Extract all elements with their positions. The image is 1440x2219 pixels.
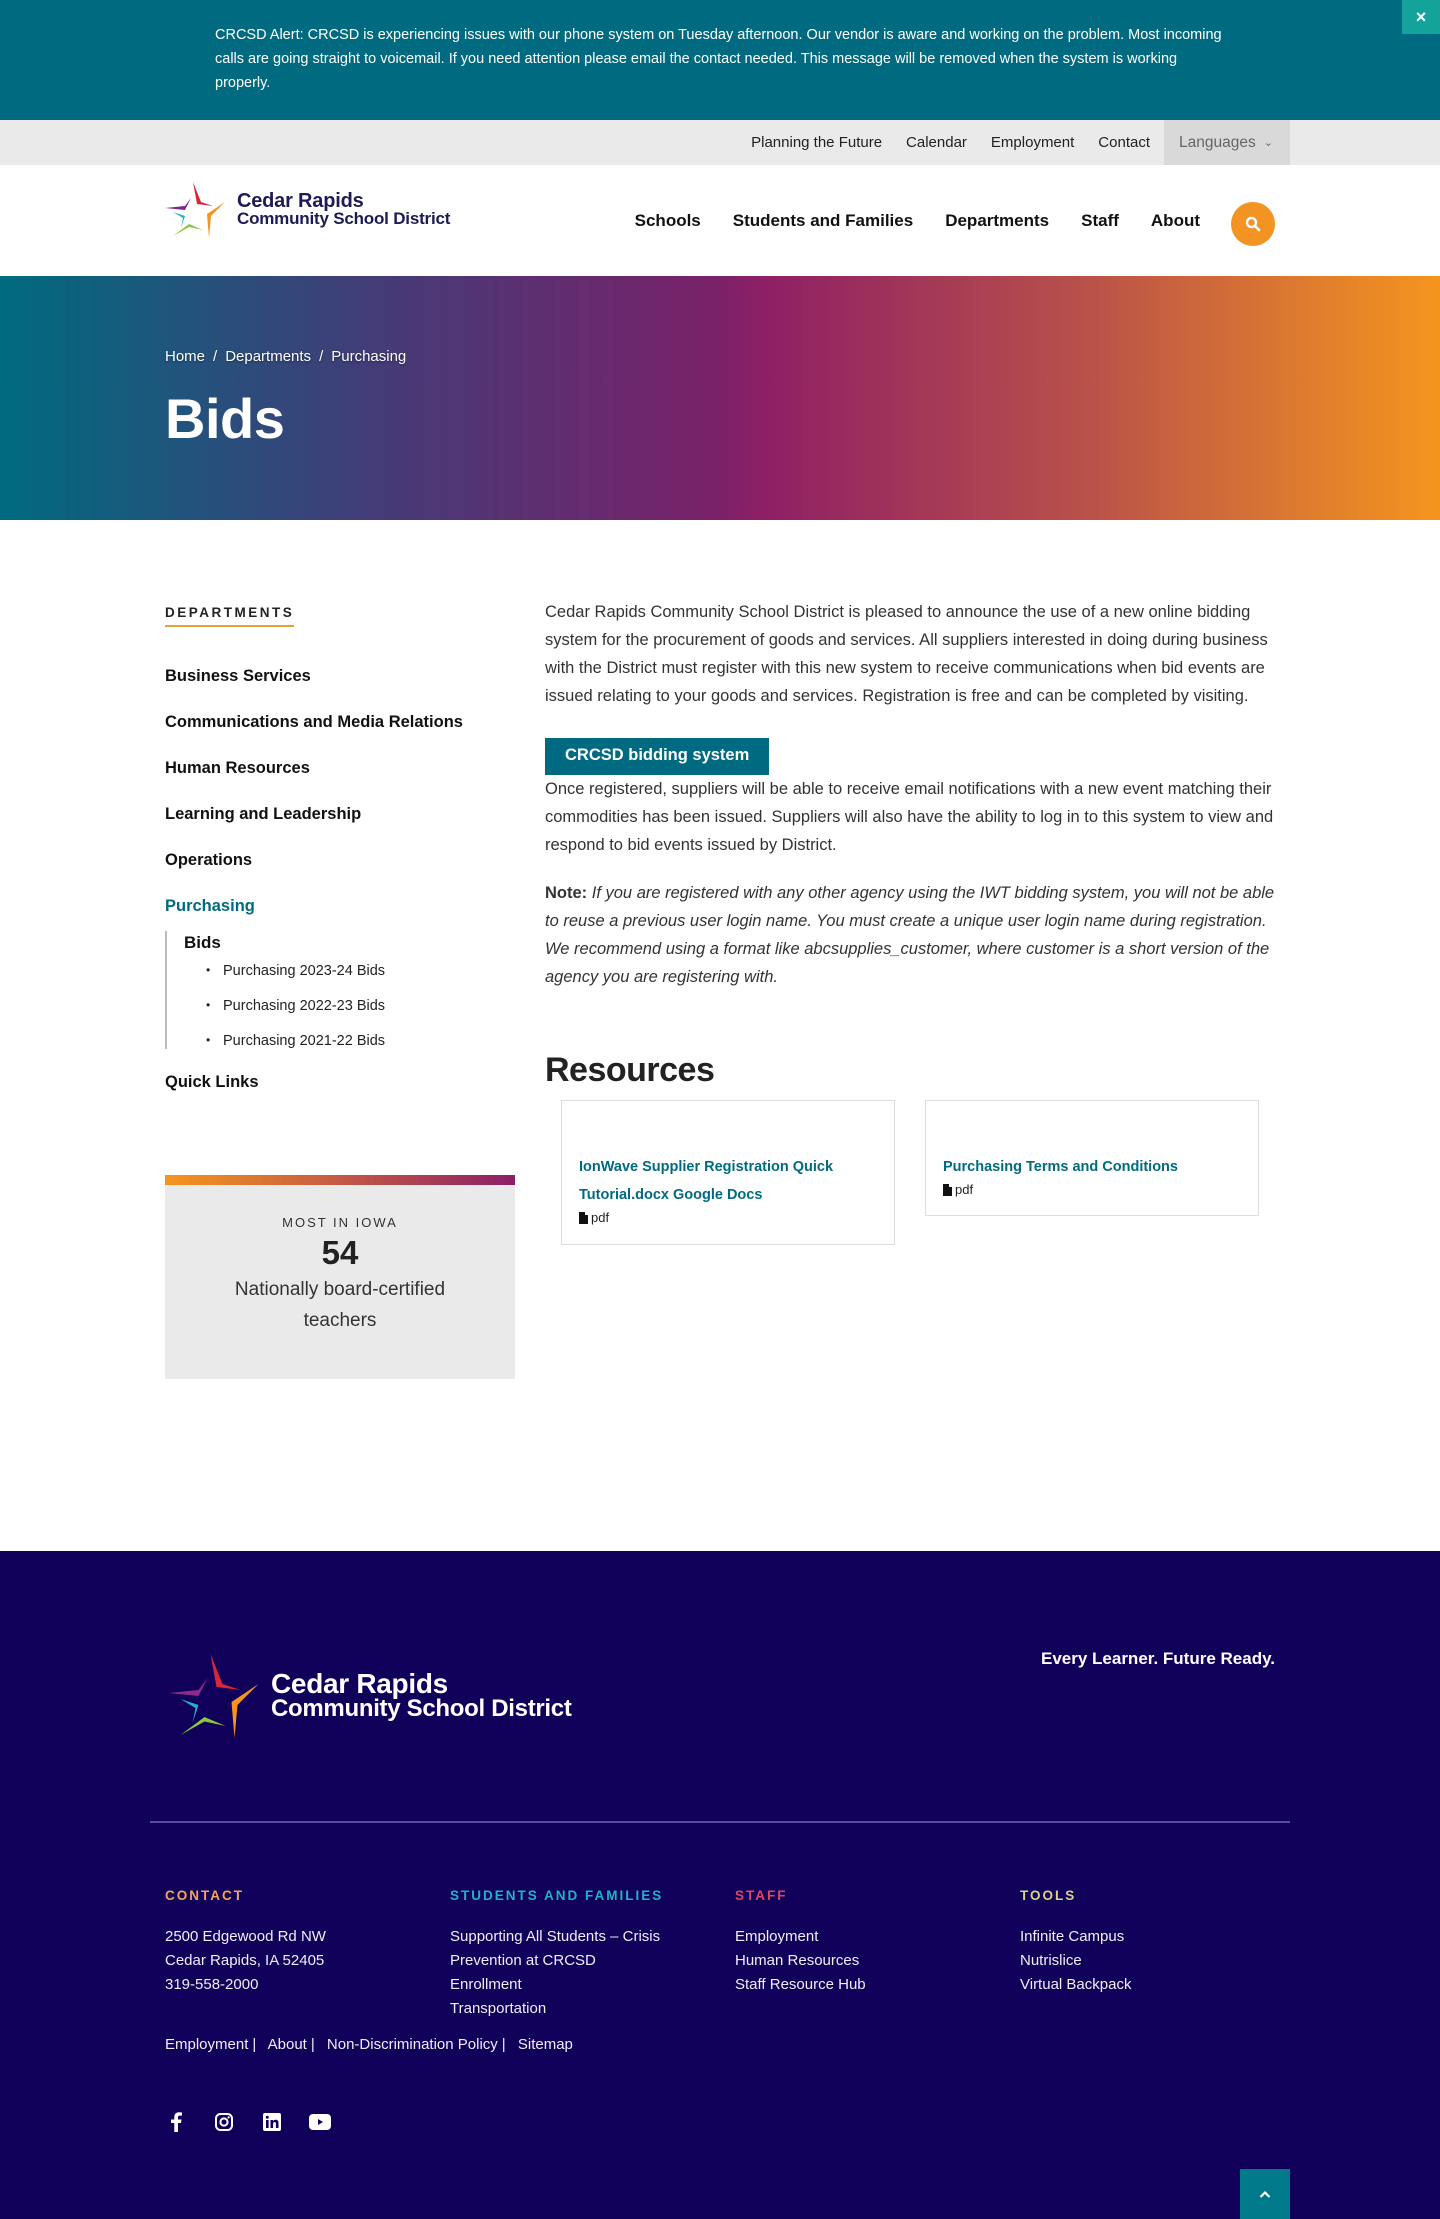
star-logo-icon xyxy=(165,1651,265,1741)
social-links xyxy=(165,2111,331,2133)
stat-gradient-bar xyxy=(165,1175,515,1185)
close-alert-button[interactable] xyxy=(1402,0,1440,34)
utility-link-contact[interactable]: Contact xyxy=(1098,134,1150,151)
utility-link-calendar[interactable]: Calendar xyxy=(906,134,967,151)
search-icon xyxy=(1245,216,1261,232)
logo-line1: Cedar Rapids xyxy=(237,190,364,212)
sidebar-item-quick-links[interactable]: Quick Links xyxy=(165,1073,259,1091)
nav-staff[interactable]: Staff xyxy=(1081,210,1119,230)
footer-link-enrollment[interactable]: Enrollment xyxy=(450,1976,522,1993)
resource-card xyxy=(561,1100,895,1245)
note-text: If you are registered with any other agency using the IWT bidding system, you will not be able to reuse a previous user login name. You must create a unique user login name during registration. We recommend using a format like abcsupplies_customer, where customer is a short version of the agency you are registering with. xyxy=(545,884,1275,986)
footer-link-human-resources[interactable]: Human Resources xyxy=(735,1952,860,1969)
site-header xyxy=(0,165,1440,276)
search-button[interactable] xyxy=(1231,202,1275,246)
main-content xyxy=(0,520,1440,1551)
resource-link-ionwave[interactable]: IonWave Supplier Registration Quick Tutorial.docx Google Docs xyxy=(579,1159,834,1203)
footer-col-students xyxy=(450,1888,735,2021)
instagram-icon[interactable] xyxy=(213,2111,235,2133)
sidebar-subnav xyxy=(165,931,515,1049)
registration-paragraph: Once registered, suppliers will be able to receive email notifications with a new event matching their commodities has been issued. Suppliers will also have the ability to log in to this system to view and respond to bid events issued by District. xyxy=(545,780,1274,854)
bottom-link-non-discrimination[interactable]: Non-Discrimination Policy xyxy=(326,2036,498,2053)
bottom-link-employment[interactable]: Employment xyxy=(165,2036,249,2053)
intro-paragraph: Cedar Rapids Community School District is pleased to announce the use of a new online bidding system for the procurement of goods and services. All suppliers interested in doing during business with the District must register with this new system to receive communications when bid events are issued relating to your goods and services. Registration is free and can be completed by visiting. xyxy=(545,603,1268,705)
note-label: Note: xyxy=(545,884,588,902)
article xyxy=(545,598,1275,1250)
bidding-system-button[interactable]: CRCSD bidding system xyxy=(545,738,769,775)
close-icon: × xyxy=(1415,6,1427,27)
footer-divider xyxy=(150,1821,1290,1823)
footer-col-staff xyxy=(735,1888,1020,2021)
note-paragraph xyxy=(545,879,1275,991)
page-hero xyxy=(0,276,1440,520)
breadcrumb-purchasing[interactable]: Purchasing xyxy=(331,348,407,365)
page-title: Bids xyxy=(165,387,285,450)
breadcrumb-home[interactable]: Home xyxy=(165,348,206,365)
chevron-down-icon: ⌄ xyxy=(1263,137,1273,149)
pdf-file-icon xyxy=(943,1184,952,1196)
footer-link-supporting[interactable]: Supporting All Students – Crisis xyxy=(450,1928,661,1945)
youtube-icon[interactable] xyxy=(309,2111,331,2133)
sidebar-title: DEPARTMENTS xyxy=(165,605,294,627)
alert-banner xyxy=(0,0,1440,120)
back-to-top-button[interactable] xyxy=(1240,2169,1290,2219)
resource-card xyxy=(925,1100,1259,1216)
utility-link-employment[interactable]: Employment xyxy=(990,134,1075,151)
footer-logo-line1: Cedar Rapids xyxy=(271,1668,448,1699)
sidebar-item-communications[interactable]: Communications and Media Relations xyxy=(165,713,463,731)
footer-link-virtual-backpack[interactable]: Virtual Backpack xyxy=(1020,1976,1132,1993)
breadcrumb: Home / Departments / Purchasing xyxy=(165,348,407,365)
footer-link-prevention[interactable]: Prevention at CRCSD xyxy=(450,1952,596,1969)
footer-logo[interactable] xyxy=(165,1651,572,1741)
sidebar-subitem-bids[interactable]: Bids xyxy=(184,933,221,952)
file-type: pdf xyxy=(955,1182,974,1197)
footer-bottom-links: Employment | About | Non-Discrimination Policy | Sitemap xyxy=(165,2036,573,2053)
footer-logo-line2: Community School District xyxy=(271,1695,572,1722)
sidebar xyxy=(165,604,515,1092)
logo-line2: Community School District xyxy=(237,209,451,228)
footer-heading-staff: STAFF xyxy=(735,1888,788,1903)
footer-columns xyxy=(165,1888,1305,2021)
stat-description: Nationally board-certified teachers xyxy=(234,1279,446,1331)
sidebar-item-human-resources[interactable]: Human Resources xyxy=(165,759,310,777)
main-nav xyxy=(603,165,1200,276)
phone-link[interactable]: 319-558-2000 xyxy=(165,1976,259,1993)
nav-about[interactable]: About xyxy=(1150,210,1200,230)
site-footer xyxy=(0,1551,1440,2219)
sidebar-subitem-2023-24[interactable]: • Purchasing 2023-24 Bids xyxy=(206,963,515,979)
site-logo[interactable] xyxy=(163,180,450,240)
sidebar-subitem-2022-23[interactable]: • Purchasing 2022-23 Bids xyxy=(206,998,515,1014)
file-type: pdf xyxy=(591,1210,610,1225)
footer-tagline: Every Learner. Future Ready. xyxy=(1040,1649,1275,1668)
resource-link-terms[interactable]: Purchasing Terms and Conditions xyxy=(943,1159,1178,1175)
footer-col-contact xyxy=(165,1888,450,2021)
chevron-up-icon xyxy=(1259,2190,1271,2198)
nav-students-families[interactable]: Students and Families xyxy=(732,210,914,230)
footer-heading-contact: CONTACT xyxy=(165,1888,244,1903)
resources-list xyxy=(545,1100,1275,1250)
footer-link-staff-hub[interactable]: Staff Resource Hub xyxy=(735,1976,866,1993)
languages-dropdown[interactable] xyxy=(1164,120,1290,165)
bottom-link-sitemap[interactable]: Sitemap xyxy=(517,2036,573,2053)
linkedin-icon[interactable] xyxy=(261,2111,283,2133)
star-logo-icon xyxy=(163,180,229,240)
nav-departments[interactable]: Departments xyxy=(945,210,1050,230)
sidebar-item-business-services[interactable]: Business Services xyxy=(165,667,311,685)
footer-link-nutrislice[interactable]: Nutrislice xyxy=(1020,1952,1082,1969)
footer-link-employment[interactable]: Employment xyxy=(735,1928,819,1945)
bottom-link-about[interactable]: About xyxy=(267,2036,307,2053)
address-line1: 2500 Edgewood Rd NW xyxy=(165,1928,326,1945)
nav-schools[interactable]: Schools xyxy=(634,210,701,230)
footer-heading-tools: TOOLS xyxy=(1020,1888,1077,1903)
sidebar-subitem-2021-22[interactable]: • Purchasing 2021-22 Bids xyxy=(206,1033,515,1049)
stat-label: MOST IN IOWA xyxy=(282,1215,398,1230)
facebook-icon[interactable] xyxy=(165,2111,187,2133)
utility-link-planning[interactable]: Planning the Future xyxy=(751,134,883,151)
utility-nav xyxy=(0,120,1440,165)
address-line2: Cedar Rapids, IA 52405 xyxy=(165,1952,325,1969)
footer-heading-students: STUDENTS AND FAMILIES xyxy=(450,1888,664,1903)
footer-col-tools xyxy=(1020,1888,1305,2021)
sidebar-item-operations[interactable]: Operations xyxy=(165,851,253,869)
footer-link-transportation[interactable]: Transportation xyxy=(450,2000,547,2017)
breadcrumb-departments[interactable]: Departments xyxy=(225,348,312,365)
resources-heading: Resources xyxy=(545,1051,715,1089)
sidebar-item-learning-leadership[interactable]: Learning and Leadership xyxy=(165,805,362,823)
pdf-file-icon xyxy=(579,1212,588,1224)
stat-number: 54 xyxy=(321,1234,359,1271)
stat-card xyxy=(165,1175,515,1379)
languages-label: Languages xyxy=(1179,133,1256,151)
footer-link-infinite-campus[interactable]: Infinite Campus xyxy=(1020,1928,1125,1945)
alert-text: CRCSD Alert: CRCSD is experiencing issues with our phone system on Tuesday afternoon. Our vendor is aware and working on the problem. Most incoming calls are going straight to voicemail. If you need attention please email the contact needed. This message will be removed when the system is working properly. xyxy=(215,27,1222,91)
sidebar-item-purchasing[interactable]: Purchasing xyxy=(165,897,255,915)
